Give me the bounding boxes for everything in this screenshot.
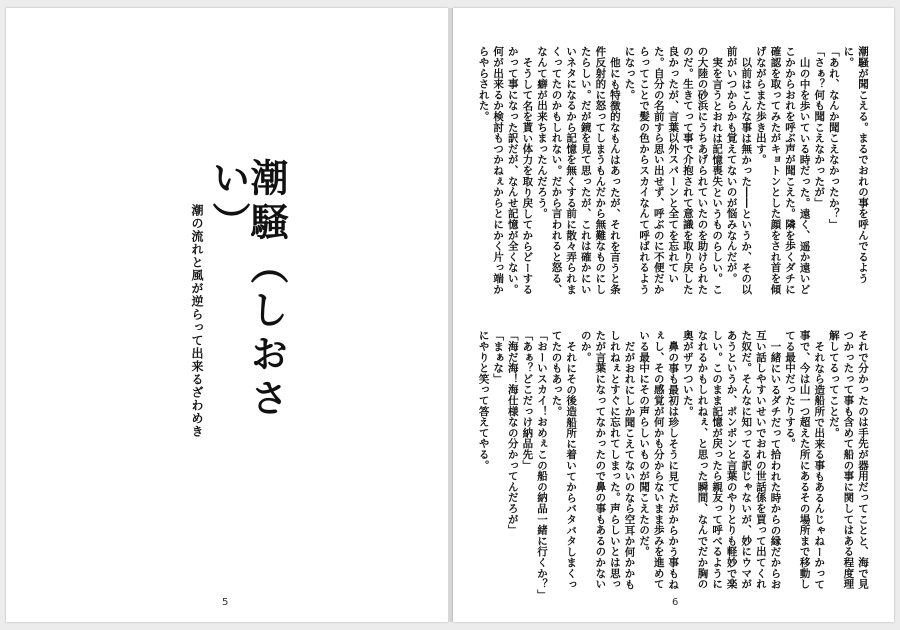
body-text-lower — [477, 330, 870, 600]
paragraph: 他にも特徴的なもんはあったが、それを言うと条件反射的に怒ってしまうもんだから無難なものにしたらしい。だが鏡を見て思ったが、これは確かにいいネタになるから記憶を無くする前に散々弄られまくってたのかもしれない。だから言われると怒る、なんて癖が出来ちまったんだろう。 — [535, 46, 621, 295]
paragraph: それなら造船所で出来る事もあるんじゃねーかって事で、今は山一つ超えた所にあるその場所まで移動してる最中だったりする。 — [784, 330, 826, 590]
chapter-title: 潮騒（しおさい） — [206, 158, 289, 422]
paragraph: 以前はこんな事は無かった――というか、その以前がいつからかも覚えてないのが悩みなんだが。 — [725, 46, 753, 295]
paragraph: 「まぁな」 — [492, 330, 505, 384]
paragraph: 一緒にいるダチだって拾われた時からの縁だからお互い話しやすいせいでおれの世話係を買って出てくれた奴だ。そんなに知ってる訳じゃないが、妙にウマがあうというか、ポンポンと言葉のやりとりも軽妙で楽しい。このまま記憶が戻ったら親友って呼べるようになれるかもしれねぇ、と思った瞬間、なんでだか胸の奥がザワついた。 — [681, 330, 782, 590]
chapter-subtitle: 潮の流れと風が逆らって出来るざわめき — [190, 204, 204, 438]
right-page — [453, 8, 894, 622]
paragraph: 「さぁ？何も聞こえなかったが」 — [813, 46, 826, 208]
left-page — [6, 8, 448, 622]
paragraph: 山の中を歩いている時だった。遠く、遥か遠いどこかからおれを呼ぶ声が聞こえた。隣を歩くダチに確認を取ってみたがキョトンとした顔をされ首を傾げながらまた歩き出す。 — [754, 46, 811, 295]
paragraph: それで分かったのは手先が器用だってことと、海で見つかったって事も含めて船の事に関してはある程度理解してるってことだ。 — [827, 330, 869, 590]
paragraph: 鼻の事も最初は珍しそうに見てたがからかう事もねぇし、その感覚が何かも分からないまま歩みを進めている最中にその声らしいものが聞こえたのだ。 — [638, 330, 680, 590]
paragraph: 実を言うとおれは記憶喪失というものらしい。この大陸の砂浜にうちあげられていたのを助けられたのだ。生きてって事で介抱されて意識を取り戻した良かったが、言葉以外スパーンと全てを忘れていた。自分の名前すら思い出せず、呼ぶのに不便だからってことで髪の色からスカイなんて呼ばれるようになった。 — [623, 46, 724, 295]
paragraph: 「おーいスカイ！おめぇこの船の納品一緒に行くか？」 — [535, 330, 548, 600]
paragraph: にやりと笑って答えてやる。 — [477, 330, 490, 471]
paragraph: それにその後造船所に着いてからバタバタしまくってたのもあった。 — [550, 330, 578, 589]
paragraph: 「あれ、なんか聞こえなかったか？」 — [827, 46, 840, 230]
page-number-left: 5 — [222, 597, 229, 608]
paragraph: 「海だ海！海仕様なの分かってんだろが」 — [506, 330, 519, 536]
paragraph: 「あぁ？どこだっけ納品先」 — [521, 330, 534, 471]
body-text-upper — [477, 46, 870, 304]
chapter-title-block — [190, 158, 289, 458]
paragraph: 潮騒が聞こえる。まるでおれの事を呼んでるように。 — [842, 46, 869, 284]
paragraph: そうして名を貰い体力を取り戻してからどーするかって事になった訳だが、なんせ記憶が全くない。何が出来るか検討もつかねぇからとにかく片っ端からやらされた。 — [477, 46, 534, 295]
paragraph: だがおれにしか聞こえてないのなら空耳か何かかもしれねぇとすぐに忘れてしまった。声らしいとは思ったが言葉になってなかったので鼻の事もあるのかないのか。 — [579, 330, 636, 590]
page-number-right: 6 — [672, 597, 679, 608]
